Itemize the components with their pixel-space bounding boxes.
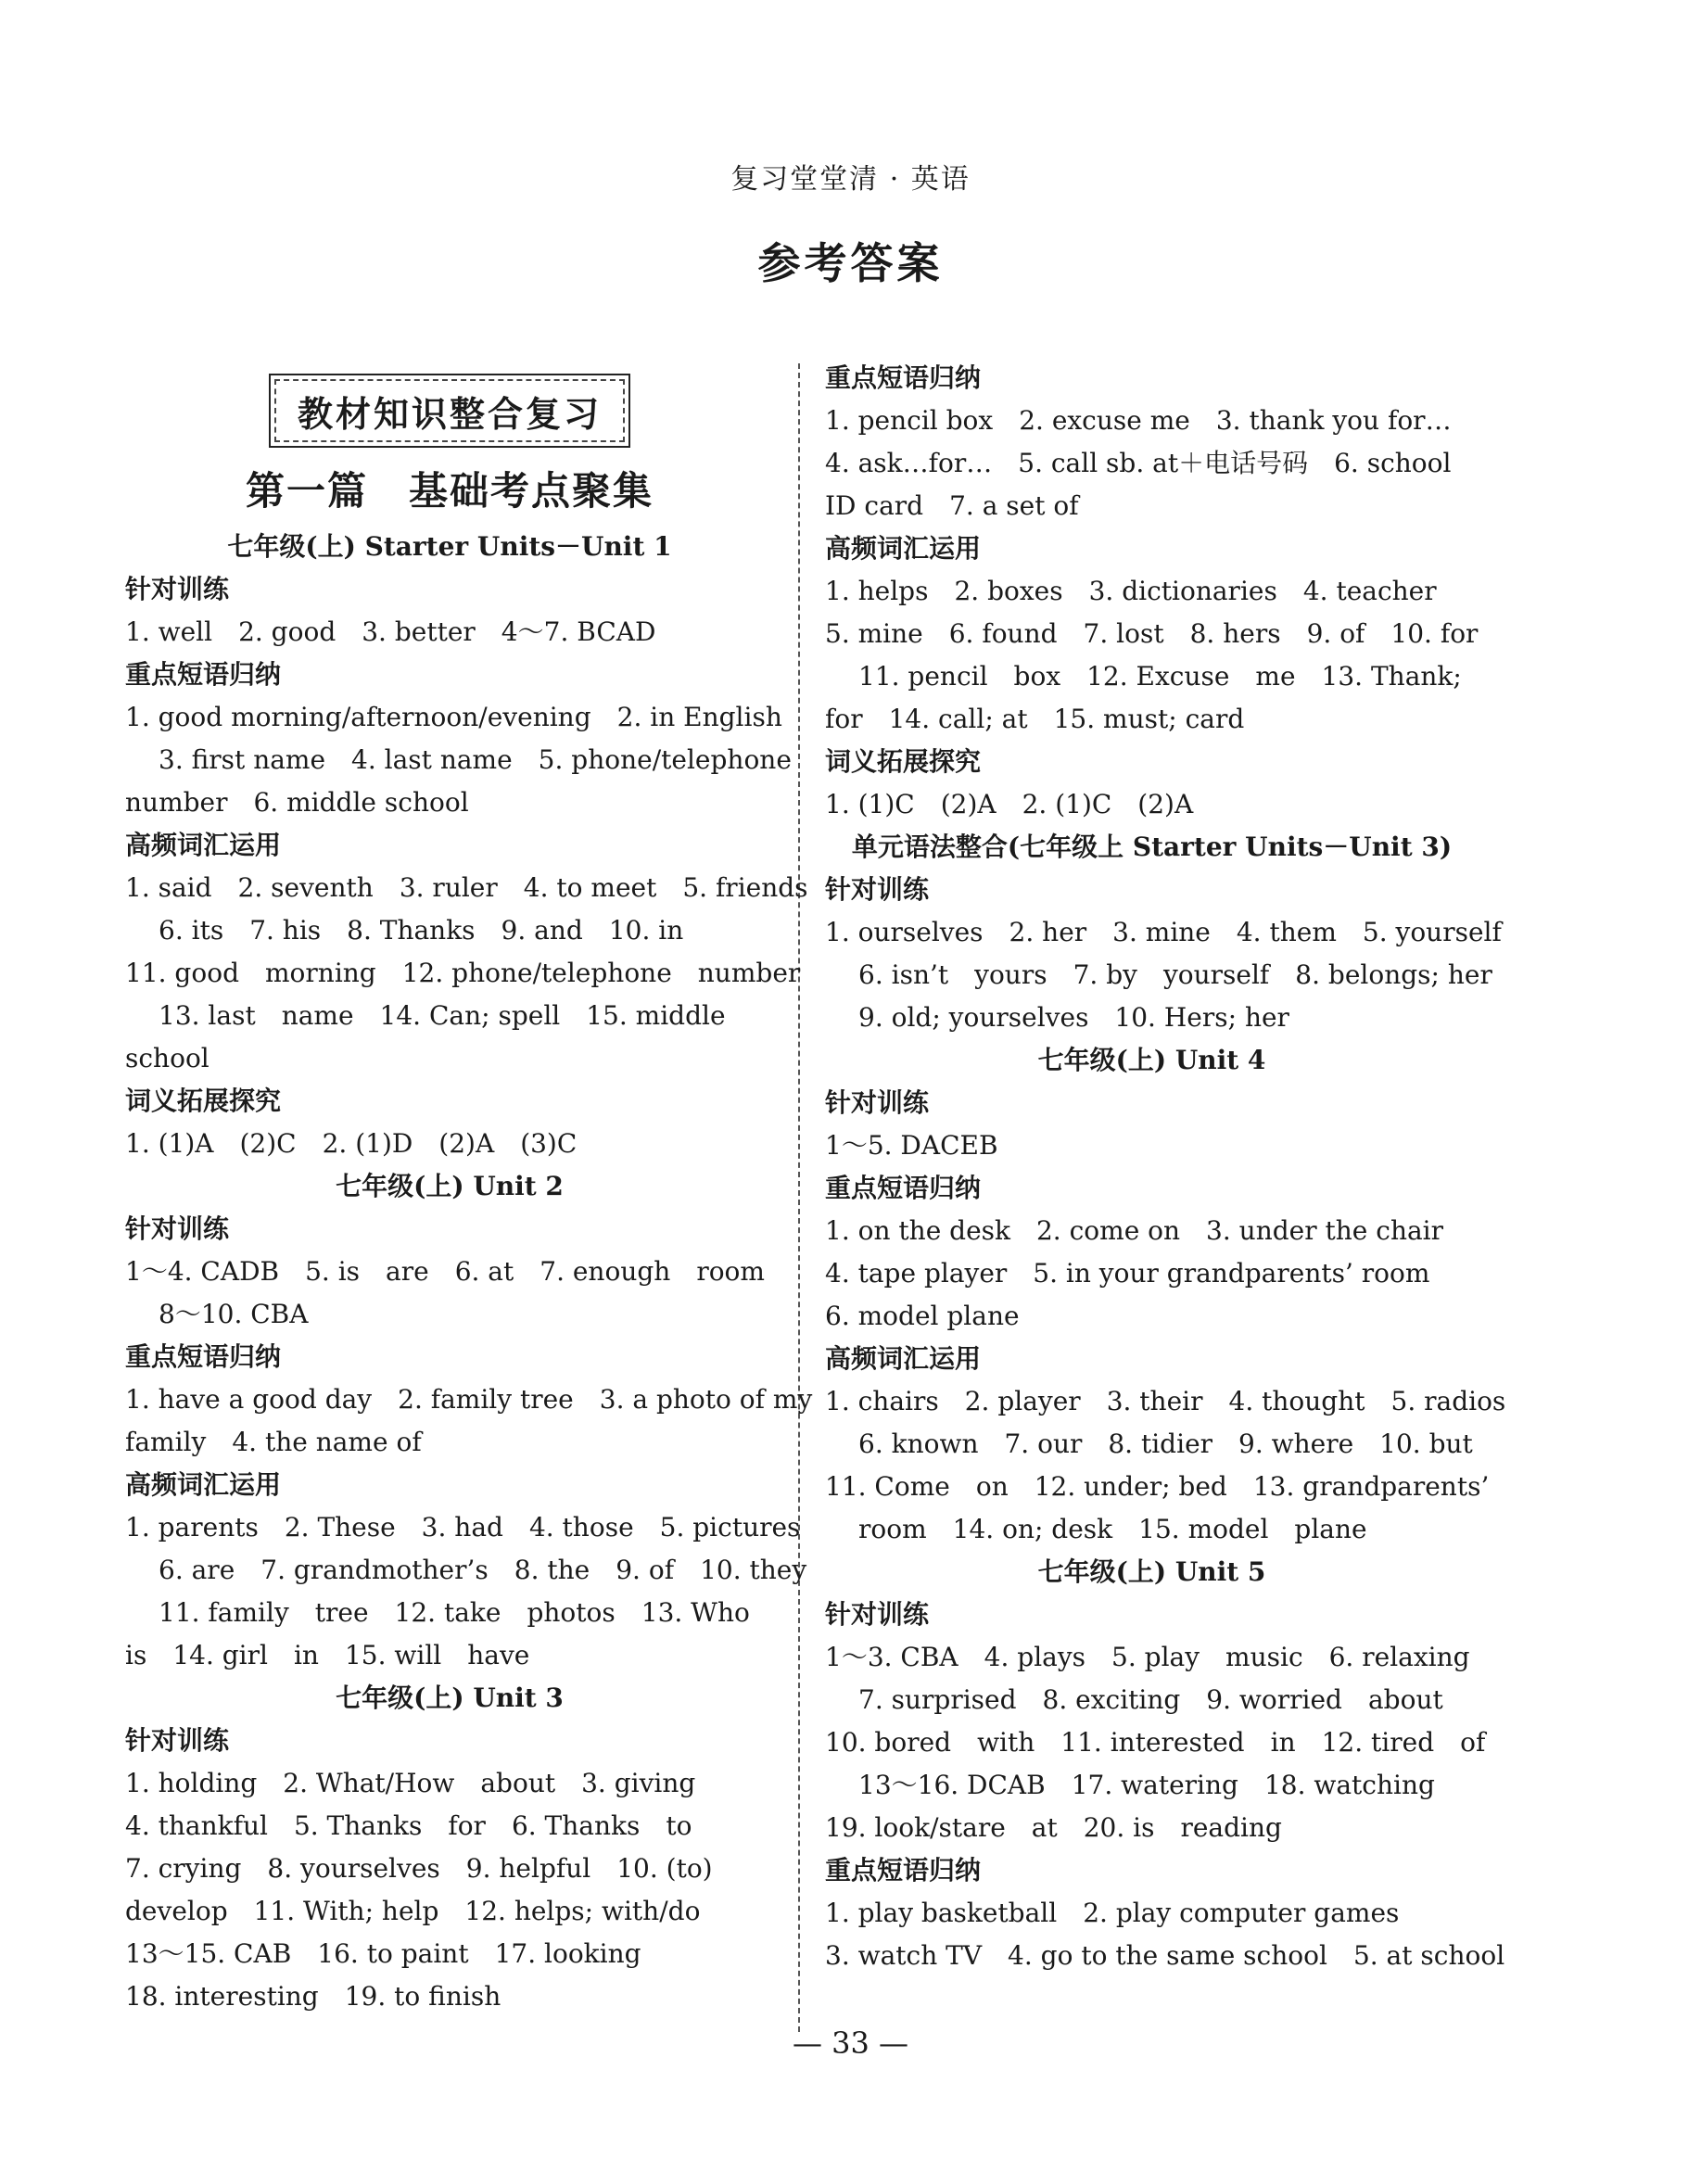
unit-heading: 七年级(上) Unit 5 (1037, 1556, 1266, 1587)
answer-line: 1. on the desk 2. come on 3. under the chair (825, 1215, 1444, 1246)
answer-line: 7. crying 8. yourselves 9. helpful 10. (to) (125, 1853, 713, 1884)
answer-line: develop 11. With; help 12. helps; with/do (125, 1896, 701, 1926)
answer-line: number 6. middle school (125, 787, 469, 818)
answer-line: family 4. the name of (125, 1427, 422, 1457)
book-title: 复习堂堂清 · 英语 (730, 163, 971, 196)
left-column (125, 366, 813, 2018)
answer-line: 6. model plane (825, 1301, 1020, 1331)
answer-line: 1. have a good day 2. family tree 3. a photo of my (125, 1384, 813, 1415)
page-number: — 33 — (792, 2025, 909, 2061)
unit-heading: 单元语法整合(七年级上 Starter Units－Unit 3) (851, 832, 1453, 862)
answer-line: 4. ask…for… 5. call sb. at＋电话号码 6. school (825, 448, 1452, 478)
section-heading: 重点短语归纳 (125, 659, 282, 690)
answer-line: 3. watch TV 4. go to the same school 5. at school (825, 1940, 1505, 1971)
answer-line: 13～15. CAB 16. to paint 17. looking (125, 1938, 641, 1969)
answer-line: 1. play basketball 2. play computer games (825, 1898, 1400, 1928)
answer-line: 1. pencil box 2. excuse me 3. thank you for… (825, 405, 1452, 436)
answer-line: 6. isn’t yours 7. by yourself 8. belongs; her (858, 959, 1492, 990)
answer-line: 19. look/stare at 20. is reading (825, 1812, 1282, 1843)
answer-line: 13. last name 14. Can; spell 15. middle (159, 1000, 726, 1031)
answer-line: 1. (1)A (2)C 2. (1)D (2)A (3)C (125, 1128, 578, 1159)
answer-line: 3. first name 4. last name 5. phone/telephone (159, 744, 792, 775)
answer-line: 1～5. DACEB (825, 1130, 998, 1161)
answer-line: 1～4. CADB 5. is are 6. at 7. enough room (125, 1256, 765, 1287)
column-divider (798, 363, 800, 2032)
section-banner: 教材知识整合复习 (269, 374, 630, 448)
part-title: 第一篇 基础考点聚集 (245, 468, 654, 514)
answer-line: 7. surprised 8. exciting 9. worried about (858, 1684, 1443, 1715)
section-heading: 针对训练 (125, 1213, 230, 1244)
answer-line: is 14. girl in 15. will have (125, 1640, 530, 1670)
answer-line: 1. (1)C (2)A 2. (1)C (2)A (825, 789, 1194, 819)
answer-line: 6. known 7. our 8. tidier 9. where 10. but (858, 1428, 1473, 1459)
answer-line: 1. chairs 2. player 3. their 4. thought 5. radios (825, 1386, 1506, 1416)
answer-line: 18. interesting 19. to finish (125, 1981, 501, 2012)
answer-line: 1. helps 2. boxes 3. dictionaries 4. teacher (825, 576, 1437, 606)
answer-line: 1. ourselves 2. her 3. mine 4. them 5. yourself (825, 917, 1502, 947)
answer-line: school (125, 1043, 209, 1073)
section-heading: 重点短语归纳 (825, 1173, 982, 1203)
section-heading: 针对训练 (825, 1087, 930, 1118)
section-heading: 高频词汇运用 (125, 1469, 282, 1500)
section-heading: 重点短语归纳 (825, 1855, 982, 1886)
answer-line: ID card 7. a set of (825, 490, 1079, 521)
answer-line: 6. its 7. his 8. Thanks 9. and 10. in (159, 915, 684, 946)
answer-line: 5. mine 6. found 7. lost 8. hers 9. of 10. for (825, 618, 1479, 649)
answer-line: 10. bored with 11. interested in 12. tired of (825, 1727, 1486, 1758)
section-heading: 针对训练 (125, 1725, 230, 1756)
right-column (825, 357, 1506, 1977)
answer-line: for 14. call; at 15. must; card (825, 704, 1245, 734)
section-heading: 重点短语归纳 (825, 362, 982, 393)
section-heading: 高频词汇运用 (825, 1343, 982, 1374)
answer-line: 1～3. CBA 4. plays 5. play music 6. relaxing (825, 1642, 1470, 1672)
section-heading: 词义拓展探究 (125, 1086, 282, 1116)
answer-line: 4. tape player 5. in your grandparents’ room (825, 1258, 1430, 1289)
answer-line: 11. pencil box 12. Excuse me 13. Thank; (858, 661, 1462, 692)
answer-line: 11. Come on 12. under; bed 13. grandparents’ (825, 1471, 1490, 1502)
answer-line: 9. old; yourselves 10. Hers; her (858, 1002, 1289, 1033)
answer-line: 11. family tree 12. take photos 13. Who (159, 1597, 750, 1628)
section-heading: 高频词汇运用 (825, 533, 982, 564)
right-answer-list (825, 357, 1506, 1977)
section-heading: 高频词汇运用 (125, 830, 282, 860)
section-heading: 针对训练 (825, 874, 930, 905)
page-title: 参考答案 (757, 238, 944, 288)
unit-heading: 七年级(上) Unit 3 (336, 1682, 564, 1713)
unit-heading: 七年级(上) Unit 2 (336, 1171, 564, 1201)
answer-line: 6. are 7. grandmother’s 8. the 9. of 10. they (159, 1555, 807, 1585)
left-answer-list (125, 526, 813, 2018)
answer-line: 1. said 2. seventh 3. ruler 4. to meet 5. friends (125, 872, 808, 903)
answer-line: 4. thankful 5. Thanks for 6. Thanks to (125, 1810, 692, 1841)
answer-line: 1. well 2. good 3. better 4～7. BCAD (125, 616, 656, 647)
answer-line: 1. good morning/afternoon/evening 2. in English (125, 702, 782, 732)
answer-line: 8～10. CBA (159, 1299, 309, 1329)
answer-line: 1. holding 2. What/How about 3. giving (125, 1768, 696, 1798)
section-heading: 针对训练 (125, 574, 230, 604)
answer-line: 13～16. DCAB 17. watering 18. watching (858, 1770, 1435, 1800)
section-heading: 针对训练 (825, 1599, 930, 1630)
section-heading: 词义拓展探究 (825, 746, 982, 777)
unit-heading: 七年级(上) Starter Units－Unit 1 (227, 531, 672, 562)
section-heading: 重点短语归纳 (125, 1341, 282, 1372)
answer-line: 11. good morning 12. phone/telephone number (125, 958, 801, 988)
unit-heading: 七年级(上) Unit 4 (1037, 1045, 1266, 1075)
answer-line: 1. parents 2. These 3. had 4. those 5. pictures (125, 1512, 801, 1543)
answer-line: room 14. on; desk 15. model plane (858, 1514, 1367, 1544)
